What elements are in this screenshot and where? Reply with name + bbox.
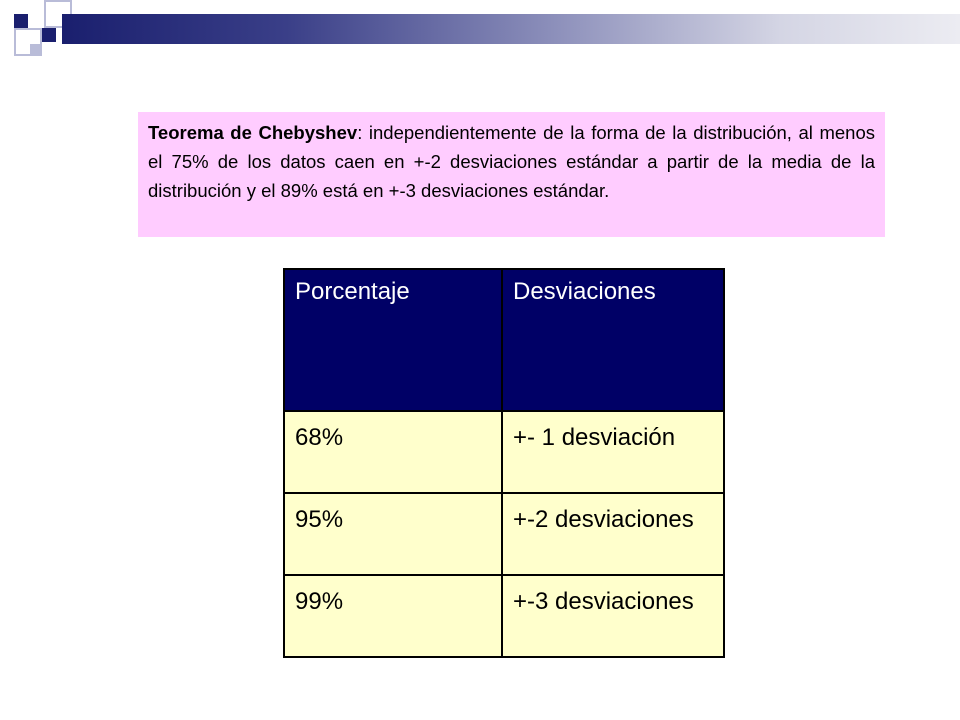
deviations-table: [283, 268, 725, 658]
theorem-title: Teorema de Chebyshev: [148, 122, 358, 143]
header-porcentaje: Porcentaje: [284, 269, 502, 411]
decor-square-dark: [14, 14, 28, 28]
table-row: [284, 575, 724, 657]
header-gradient-bar: [62, 14, 960, 44]
theorem-text: : independientemente de la forma de la distribución, al menos el 75% de los datos caen en +-2 desviaciones estándar a partir de la media de la distribución y el 89% está en +-3 desviaciones estándar.: [148, 122, 875, 201]
table-row: [284, 493, 724, 575]
cell-percentage: 68%: [284, 411, 502, 493]
cell-percentage: 99%: [284, 575, 502, 657]
theorem-box: [138, 112, 885, 237]
decor-square-dark: [42, 28, 56, 42]
cell-percentage: 95%: [284, 493, 502, 575]
cell-deviation: +-2 desviaciones: [502, 493, 724, 575]
cell-deviation: +-3 desviaciones: [502, 575, 724, 657]
table-row: [284, 411, 724, 493]
table-header-row: [284, 269, 724, 411]
header-desviaciones: Desviaciones: [502, 269, 724, 411]
decor-square-light: [30, 44, 42, 56]
cell-deviation: +- 1 desviación: [502, 411, 724, 493]
